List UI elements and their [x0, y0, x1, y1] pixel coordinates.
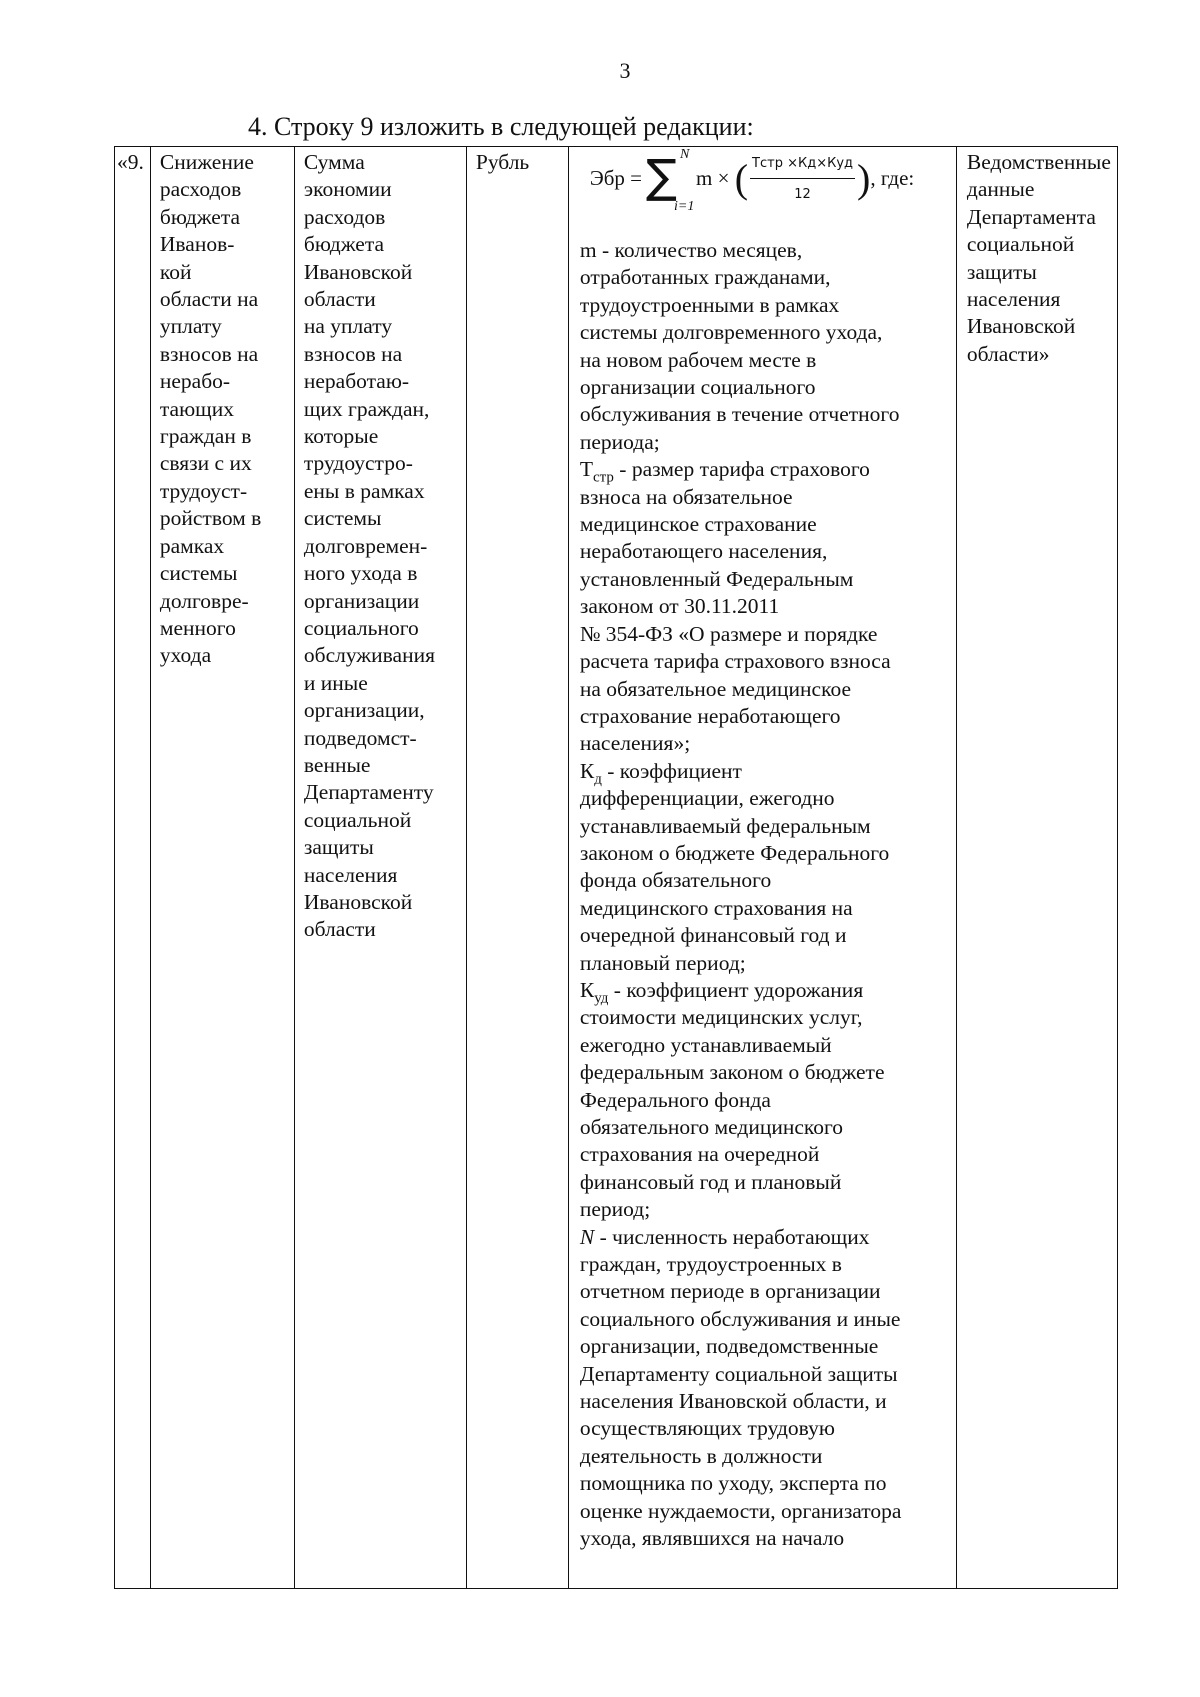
- legend-line: медицинского страхования на: [579, 895, 853, 920]
- data-source-line: области»: [966, 341, 1050, 366]
- indicator-definition-line: социальной: [303, 807, 412, 832]
- legend-line: законом о бюджете Федерального: [579, 840, 890, 865]
- source-cell: [956, 147, 1117, 1589]
- indicator-definition-line: бюджета: [303, 232, 385, 257]
- legend-line: деятельность в должности: [579, 1443, 823, 1468]
- legend-term-text: - численность неработающих: [594, 1224, 870, 1249]
- legend-line: населения»;: [579, 731, 691, 756]
- indicator-name-line: долговре-: [159, 588, 249, 613]
- legend-line: населения Ивановской области, и: [579, 1389, 887, 1414]
- formula-lhs: Эбр =: [589, 166, 643, 191]
- indicator-definition-line: неработаю-: [303, 369, 410, 394]
- legend-line: федеральным законом о бюджете: [579, 1060, 885, 1085]
- indicator-definition-line: взносов на: [303, 341, 403, 366]
- legend-symbol-subscript: уд: [594, 990, 609, 1007]
- legend-line: граждан, трудоустроенных в: [579, 1252, 842, 1277]
- data-source-line: Ведомственные: [966, 150, 1111, 174]
- indicator-name-line: области на: [159, 287, 259, 312]
- legend-line: ухода, являвшихся на начало: [579, 1526, 845, 1551]
- data-source-line: социальной: [966, 232, 1075, 257]
- legend-line: осуществляющих трудовую: [579, 1416, 835, 1441]
- data-source-line: Департамента: [966, 204, 1096, 229]
- legend-line: страхование неработающего: [579, 703, 841, 728]
- legend-line: обслуживания в течение отчетного: [579, 402, 900, 427]
- page-number: 3: [619, 58, 631, 83]
- indicator-definition-line: организации,: [303, 698, 425, 723]
- indicator-definition-line: Ивановской: [303, 259, 413, 284]
- indicator-definition-line: трудоустро-: [303, 451, 413, 476]
- legend-symbol: N: [579, 1224, 595, 1249]
- legend-line: помощника по уходу, эксперта по: [579, 1471, 887, 1496]
- indicator-definition-line: долговремен-: [303, 533, 428, 558]
- legend-line: медицинское страхование: [579, 512, 817, 537]
- legend-line: m - количество месяцев,: [579, 238, 803, 262]
- indicator-definition-line: социального: [303, 615, 419, 640]
- indicator-definition-line: обслуживания: [303, 643, 435, 668]
- unit-cell: [466, 147, 568, 1589]
- legend-line: отчетном периоде в организации: [579, 1279, 881, 1304]
- legend-line: обязательного медицинского: [579, 1115, 844, 1139]
- fraction-numerator: Тстр ×Кд×Куд: [750, 150, 855, 179]
- indicator-definition-line: Ивановской: [303, 889, 413, 914]
- data-source-line: Ивановской: [966, 314, 1076, 339]
- formula: [589, 147, 950, 214]
- legend-line: оценке нуждаемости, организатора: [579, 1498, 902, 1523]
- legend-line: расчета тарифа страхового взноса: [579, 649, 891, 674]
- indicator-name-line: ройством в: [159, 506, 262, 531]
- legend-line: организации, подведомственные: [579, 1334, 879, 1359]
- indicator-definition-line: организации: [303, 588, 420, 613]
- indicator-name-line: расходов: [159, 177, 242, 202]
- legend-line: устанавливаемый федеральным: [579, 813, 871, 838]
- legend-line: Федерального фонда: [579, 1087, 771, 1112]
- legend-line: очередной финансовый год и: [579, 923, 847, 948]
- legend-line: период;: [579, 1197, 651, 1222]
- indicator-definition-line: экономии: [303, 177, 392, 202]
- formula-legend: [580, 211, 950, 1553]
- legend-term-text: - коэффициент: [601, 758, 742, 783]
- legend-line: стоимости медицинских услуг,: [579, 1005, 863, 1030]
- row-number: «9.: [117, 150, 144, 174]
- amendment-intro: 4. Строку 9 изложить в следующей редакции:: [248, 112, 754, 141]
- formula-cell: [568, 147, 956, 1589]
- legend-line: плановый период;: [579, 950, 746, 975]
- indicator-definition-line: Департаменту: [303, 780, 434, 805]
- indicator-definition-line: подведомст-: [303, 725, 417, 750]
- legend-line: фонда обязательного: [579, 868, 772, 893]
- table-row: [115, 147, 1118, 1589]
- indicator-name-line: системы: [159, 561, 238, 586]
- legend-line: отработанных гражданами,: [579, 265, 831, 290]
- indicator-definition-line: системы: [303, 506, 382, 531]
- legend-term-line: [579, 758, 950, 788]
- indicator-name-line: менного: [159, 615, 236, 640]
- indicator-name-line: нерабо-: [159, 369, 231, 394]
- indicator-name-line: Иванов-: [159, 232, 235, 257]
- indicator-name-line: связи с их: [159, 451, 252, 476]
- indicator-definition-cell: [294, 147, 466, 1589]
- legend-line: организации социального: [579, 375, 816, 400]
- legend-line: неработающего населения,: [579, 539, 828, 564]
- summation: [646, 147, 695, 214]
- legend-line: дифференциации, ежегодно: [579, 786, 835, 811]
- indicator-definition-line: ены в рамках: [303, 478, 425, 503]
- legend-line: трудоустроенными в рамках: [579, 292, 840, 317]
- indicator-name-line: рамках: [159, 533, 225, 558]
- indicator-name-line: бюджета: [159, 204, 241, 229]
- indicator-definition-line: и иные: [303, 670, 368, 695]
- legend-line: финансовый год и плановый: [579, 1169, 842, 1194]
- legend-line: установленный Федеральным: [579, 566, 854, 591]
- indicator-definition-line: на уплату: [303, 314, 393, 339]
- sum-upper-limit: N: [680, 147, 690, 162]
- sigma-symbol: ∑: [646, 149, 678, 203]
- row-number-cell: [115, 147, 151, 1589]
- open-paren: (: [734, 156, 749, 201]
- legend-term-text: - размер тарифа страхового: [613, 457, 870, 482]
- indicator-name-line: кой: [159, 259, 192, 284]
- indicator-definition-line: населения: [303, 862, 398, 887]
- indicator-definition-line: которые: [303, 424, 379, 449]
- indicator-definition-line: области: [303, 287, 376, 312]
- unit: Рубль: [475, 150, 530, 174]
- legend-line: ежегодно устанавливаемый: [579, 1032, 832, 1057]
- indicator-name: [160, 149, 288, 670]
- legend-line: взноса на обязательное: [579, 484, 793, 509]
- indicator-definition-line: расходов: [303, 204, 386, 229]
- data-source: [967, 149, 1111, 368]
- legend-line: периода;: [579, 429, 660, 454]
- indicator-definition: [304, 149, 460, 944]
- indicator-definition-line: защиты: [303, 835, 374, 860]
- legend-symbol-subscript: д: [594, 771, 602, 788]
- indicator-name-line: тающих: [159, 396, 234, 421]
- indicator-name-line: трудоуст-: [159, 478, 248, 503]
- legend-line: социального обслуживания и иные: [579, 1306, 901, 1331]
- legend-symbol: Т: [579, 457, 594, 482]
- legend-line: на обязательное медицинское: [579, 676, 852, 701]
- indicator-name-line: уплату: [159, 314, 222, 339]
- legend-line: системы долговременного ухода,: [579, 320, 883, 345]
- indicator-name-line: Снижение: [159, 150, 254, 174]
- formula-suffix: , где:: [870, 166, 915, 191]
- indicator-definition-line: области: [303, 917, 376, 942]
- sum-lower-limit: i=1: [674, 199, 695, 214]
- legend-symbol: К: [579, 977, 595, 1002]
- indicator-name-line: ухода: [159, 643, 212, 668]
- legend-line: на новом рабочем месте в: [579, 347, 817, 372]
- indicator-definition-line: щих граждан,: [303, 396, 430, 421]
- legend-term-line: [580, 1224, 950, 1251]
- indicator-definition-line: ного ухода в: [303, 561, 418, 586]
- legend-term-line: [579, 456, 950, 486]
- indicator-name-line: граждан в: [159, 424, 252, 449]
- legend-line: № 354-ФЗ «О размере и порядке: [579, 621, 878, 646]
- legend-line: страхования на очередной: [579, 1142, 820, 1167]
- indicator-name-cell: [150, 147, 294, 1589]
- fraction: [750, 150, 855, 209]
- legend-term-line: [579, 977, 950, 1007]
- close-paren: ): [857, 156, 871, 201]
- data-source-line: данные: [966, 177, 1035, 202]
- legend-symbol: К: [579, 758, 595, 783]
- legend-line: законом от 30.11.2011: [579, 594, 780, 619]
- legend-term-text: - коэффициент удорожания: [608, 977, 864, 1002]
- indicator-table: [114, 146, 1118, 1589]
- fraction-denominator: 12: [794, 187, 811, 202]
- data-source-line: защиты: [966, 259, 1037, 284]
- legend-symbol-subscript: стр: [593, 469, 614, 486]
- indicator-name-line: взносов на: [159, 341, 259, 366]
- indicator-definition-line: Сумма: [303, 150, 365, 174]
- formula-term: m ×: [696, 166, 730, 191]
- data-source-line: населения: [966, 287, 1061, 312]
- indicator-definition-line: венные: [303, 752, 371, 777]
- legend-line: Департаменту социальной защиты: [579, 1361, 898, 1386]
